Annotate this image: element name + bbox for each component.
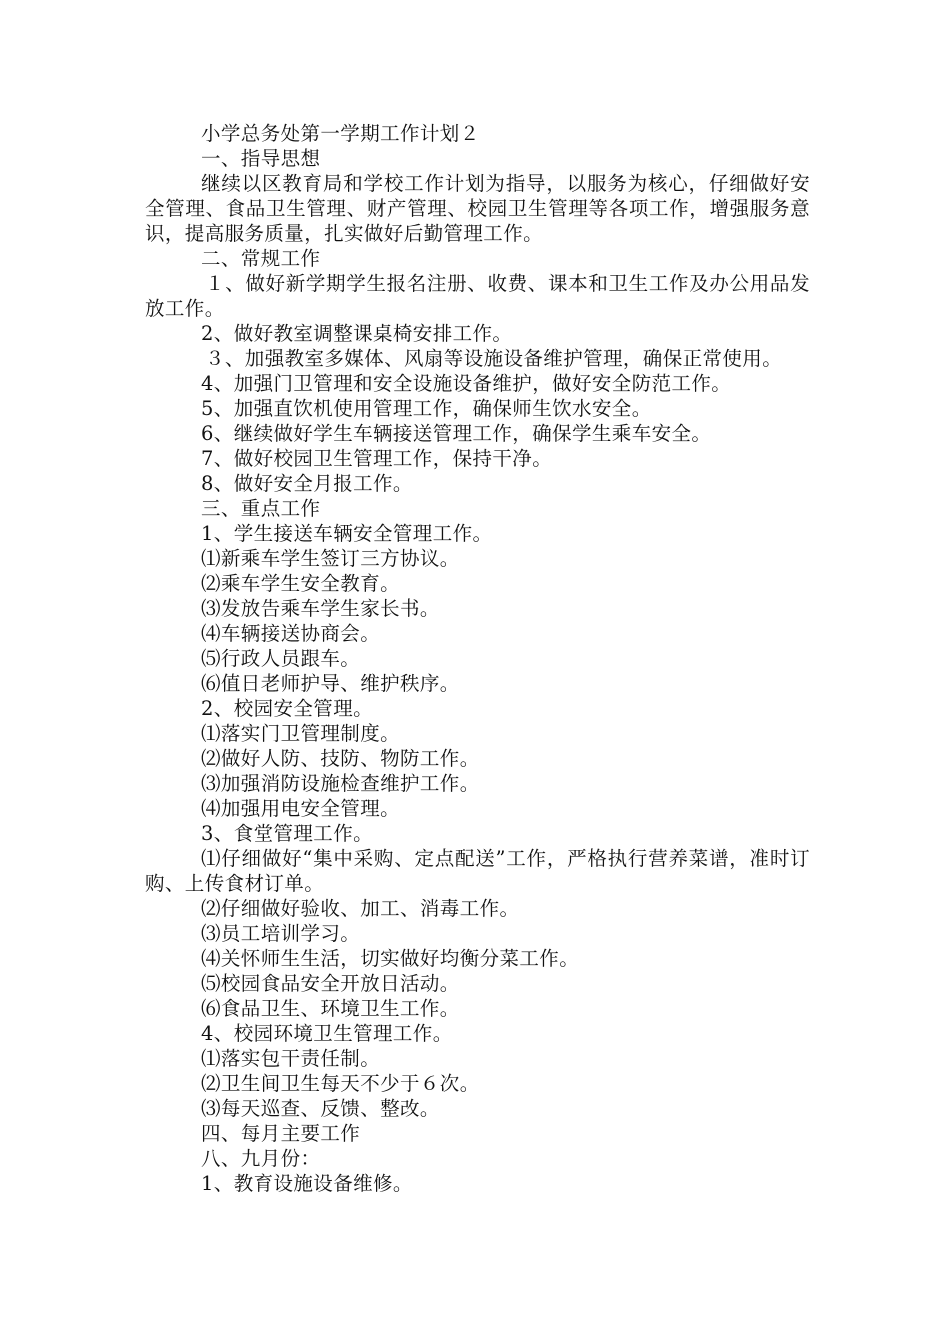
routine-item-7: 7、做好校园卫生管理工作，保持干净。: [201, 447, 553, 470]
key-work-subitem: ⑷加强用电安全管理。: [201, 797, 401, 820]
document-body: [145, 121, 810, 1196]
routine-item-4: 4、加强门卫管理和安全设施设备维护，做好安全防范工作。: [201, 372, 732, 395]
routine-item-2: 2、做好教室调整课桌椅安排工作。: [201, 322, 513, 345]
routine-item-5: 5、加强直饮机使用管理工作，确保师生饮水安全。: [201, 397, 652, 420]
key-work-subitem: ⑶发放告乘车学生家长书。: [201, 597, 440, 620]
key-work-item-3: 3、食堂管理工作。: [201, 822, 374, 845]
section-heading-routine-work: 二、常规工作: [201, 247, 321, 270]
key-work-subitem: ⑸校园食品安全开放日活动。: [201, 972, 460, 995]
routine-item-8: 8、做好安全月报工作。: [201, 472, 413, 495]
section-heading-guiding-ideology: 一、指导思想: [201, 147, 321, 170]
key-work-subitem: ⑴落实包干责任制。: [201, 1047, 381, 1070]
key-work-subitem: ⑵做好人防、技防、物防工作。: [201, 747, 480, 770]
key-work-subitem: ⑴新乘车学生签订三方协议。: [201, 547, 460, 570]
key-work-item-2: 2、校园安全管理。: [201, 697, 374, 720]
key-work-item-1: 1、学生接送车辆安全管理工作。: [201, 522, 493, 545]
key-work-item-4: 4、校园环境卫生管理工作。: [201, 1022, 453, 1045]
key-work-subitem: ⑷关怀师生生活，切实做好均衡分菜工作。: [201, 947, 580, 970]
month-heading: 八、九月份：: [201, 1147, 321, 1170]
key-work-subitem: ⑷车辆接送协商会。: [201, 622, 381, 645]
key-work-subitem: ⑵卫生间卫生每天不少于６次。: [201, 1072, 480, 1095]
key-work-subitem: ⑵乘车学生安全教育。: [201, 572, 401, 595]
key-work-subitem: ⑴仔细做好“集中采购、定点配送”工作，严格执行营养菜谱，准时订购、上传食材订单。: [145, 847, 810, 895]
document-title: 小学总务处第一学期工作计划２: [201, 122, 480, 145]
key-work-subitem: ⑶每天巡查、反馈、整改。: [201, 1097, 440, 1120]
key-work-subitem: ⑵仔细做好验收、加工、消毒工作。: [201, 897, 520, 920]
key-work-subitem: ⑴落实门卫管理制度。: [201, 722, 401, 745]
key-work-subitem: ⑹食品卫生、环境卫生工作。: [201, 997, 460, 1020]
section-heading-key-work: 三、重点工作: [201, 497, 321, 520]
routine-item-1: １、做好新学期学生报名注册、收费、课本和卫生工作及办公用品发放工作。: [145, 272, 810, 320]
section-heading-monthly-work: 四、每月主要工作: [201, 1122, 361, 1145]
paragraph-guiding-ideology: 继续以区教育局和学校工作计划为指导，以服务为核心，仔细做好安全管理、食品卫生管理、财产管理、校园卫生管理等各项工作，增强服务意识，提高服务质量，扎实做好后勤管理工作。: [145, 172, 810, 245]
key-work-subitem: ⑶员工培训学习。: [201, 922, 361, 945]
routine-item-3: ３、加强教室多媒体、风扇等设施设备维护管理，确保正常使用。: [205, 347, 783, 370]
key-work-subitem: ⑹值日老师护导、维护秩序。: [201, 672, 460, 695]
monthly-item-1: 1、教育设施设备维修。: [201, 1172, 413, 1195]
routine-item-6: 6、继续做好学生车辆接送管理工作，确保学生乘车安全。: [201, 422, 712, 445]
key-work-subitem: ⑸行政人员跟车。: [201, 647, 361, 670]
key-work-subitem: ⑶加强消防设施检查维护工作。: [201, 772, 480, 795]
